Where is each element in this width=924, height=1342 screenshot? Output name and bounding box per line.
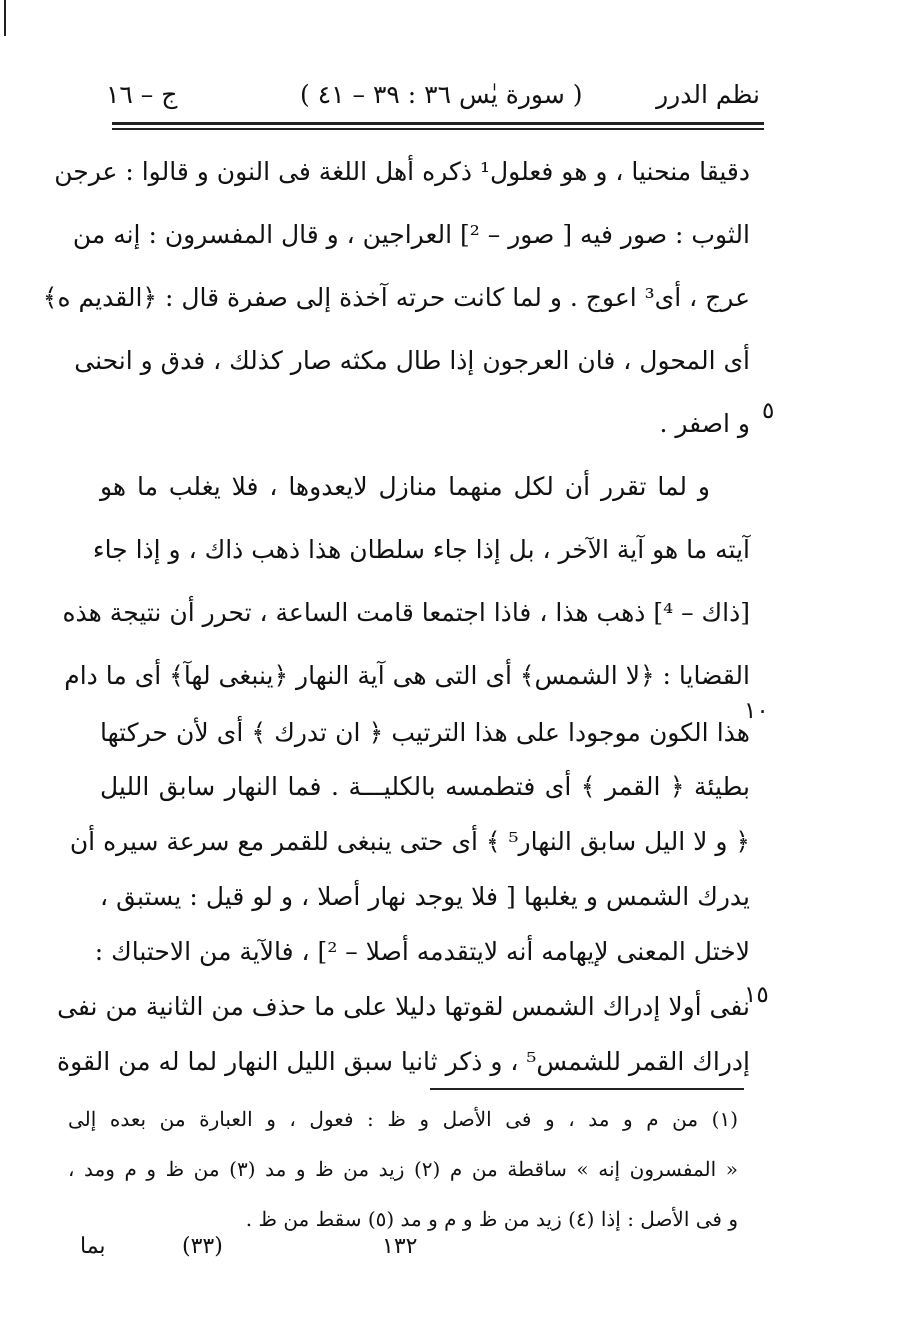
text-line: بطيئة ﴿ القمر ﴾ أى فتطمسه بالكليـــة . فما النهار سابق الليل — [100, 772, 750, 801]
text-line: القضايا : ﴿لا الشمس﴾ أى التى هى آية النهار ﴿ينبغى لهآ﴾ أى ما دام — [64, 661, 750, 690]
line-number-5: ٥ — [762, 398, 775, 424]
footnote-line: « المفسرون إنه » ساقطة من م (٢) زيد من ظ و مد (٣) من ظ و م ومد ، — [68, 1157, 738, 1181]
footnote-rule — [430, 1088, 744, 1090]
text-line: نفى أولا إدراك الشمس لقوتها دليلا على ما حذف من الثانية من نفى — [57, 992, 750, 1021]
text-line: الثوب : صور فيه [ صور – ²] العراجين ، و قال المفسرون : إنه من — [72, 220, 750, 249]
text-line: أى المحول ، فان العرجون إذا طال مكثه صار كذلك ، فدق و انحنى — [74, 346, 750, 375]
header-rule-thin — [112, 128, 764, 130]
page-number: ١٣٢ — [382, 1234, 418, 1259]
header-rule-thick — [112, 122, 764, 125]
text-line: هذا الكون موجودا على هذا الترتيب ﴿ ان تدرك ﴾ أى لأن حركتها — [100, 718, 750, 747]
main-text — [42, 140, 750, 1089]
scan-edge-mark — [4, 0, 6, 36]
text-line: [ذاك – ⁴] ذهب هذا ، فاذا اجتمعا قامت الساعة ، تحرر أن نتيجة هذه — [62, 598, 750, 627]
text-line: و اصفر . — [659, 409, 750, 438]
text-line: آيته ما هو آية الآخر ، بل إذا جاء سلطان هذا ذهب ذاك ، و إذا جاء — [92, 535, 750, 564]
catchword: بما — [80, 1234, 106, 1259]
surah-reference: ( سورة يٰس ٣٦ : ٣٩ – ٤١ ) — [300, 80, 583, 109]
text-line: يدرك الشمس و يغلبها [ فلا يوجد نهار أصلا ، و لو قيل : يستبق ، — [100, 882, 750, 911]
footnote-line: (١) من م و مد ، و فى الأصل و ظ : فعول ، و العبارة من بعده إلى — [68, 1107, 738, 1131]
line-number-15: ١٥ — [744, 982, 769, 1008]
footnotes — [68, 1094, 738, 1244]
text-line: دقيقا منحنيا ، و هو فعلول¹ ذكره أهل اللغة فى النون و قالوا : عرجن — [54, 157, 750, 186]
text-line: و لما تقرر أن لكل منهما منازل لايعدوها ، فلا يغلب ما هو — [100, 472, 710, 501]
text-line: ﴿ و لا اليل سابق النهار⁵ ﴾ أى حتى ينبغى للقمر مع سرعة سيره أن — [69, 827, 750, 856]
line-number-10: ١٠ — [744, 698, 769, 724]
running-header — [90, 70, 760, 120]
text-line: إدراك القمر للشمس⁵ ، و ذكر ثانيا سبق الليل النهار لما له من القوة — [56, 1047, 750, 1076]
text-line: عرج ، أى³ اعوج . و لما كانت حرته آخذة إلى صفرة قال : ﴿القديم ه﴾ — [42, 283, 750, 312]
volume-number: ج – ١٦ — [106, 80, 178, 109]
book-title: نظم الدرر — [656, 80, 760, 109]
signature-mark: (٣٣) — [182, 1234, 223, 1259]
footnote-line: و فى الأصل : إذا (٤) زيد من ظ و م و مد (٥) سقط من ظ . — [245, 1207, 738, 1231]
text-line: لاختل المعنى لإيهامه أنه لايتقدمه أصلا – ²] ، فالآية من الاحتباك : — [94, 937, 750, 966]
